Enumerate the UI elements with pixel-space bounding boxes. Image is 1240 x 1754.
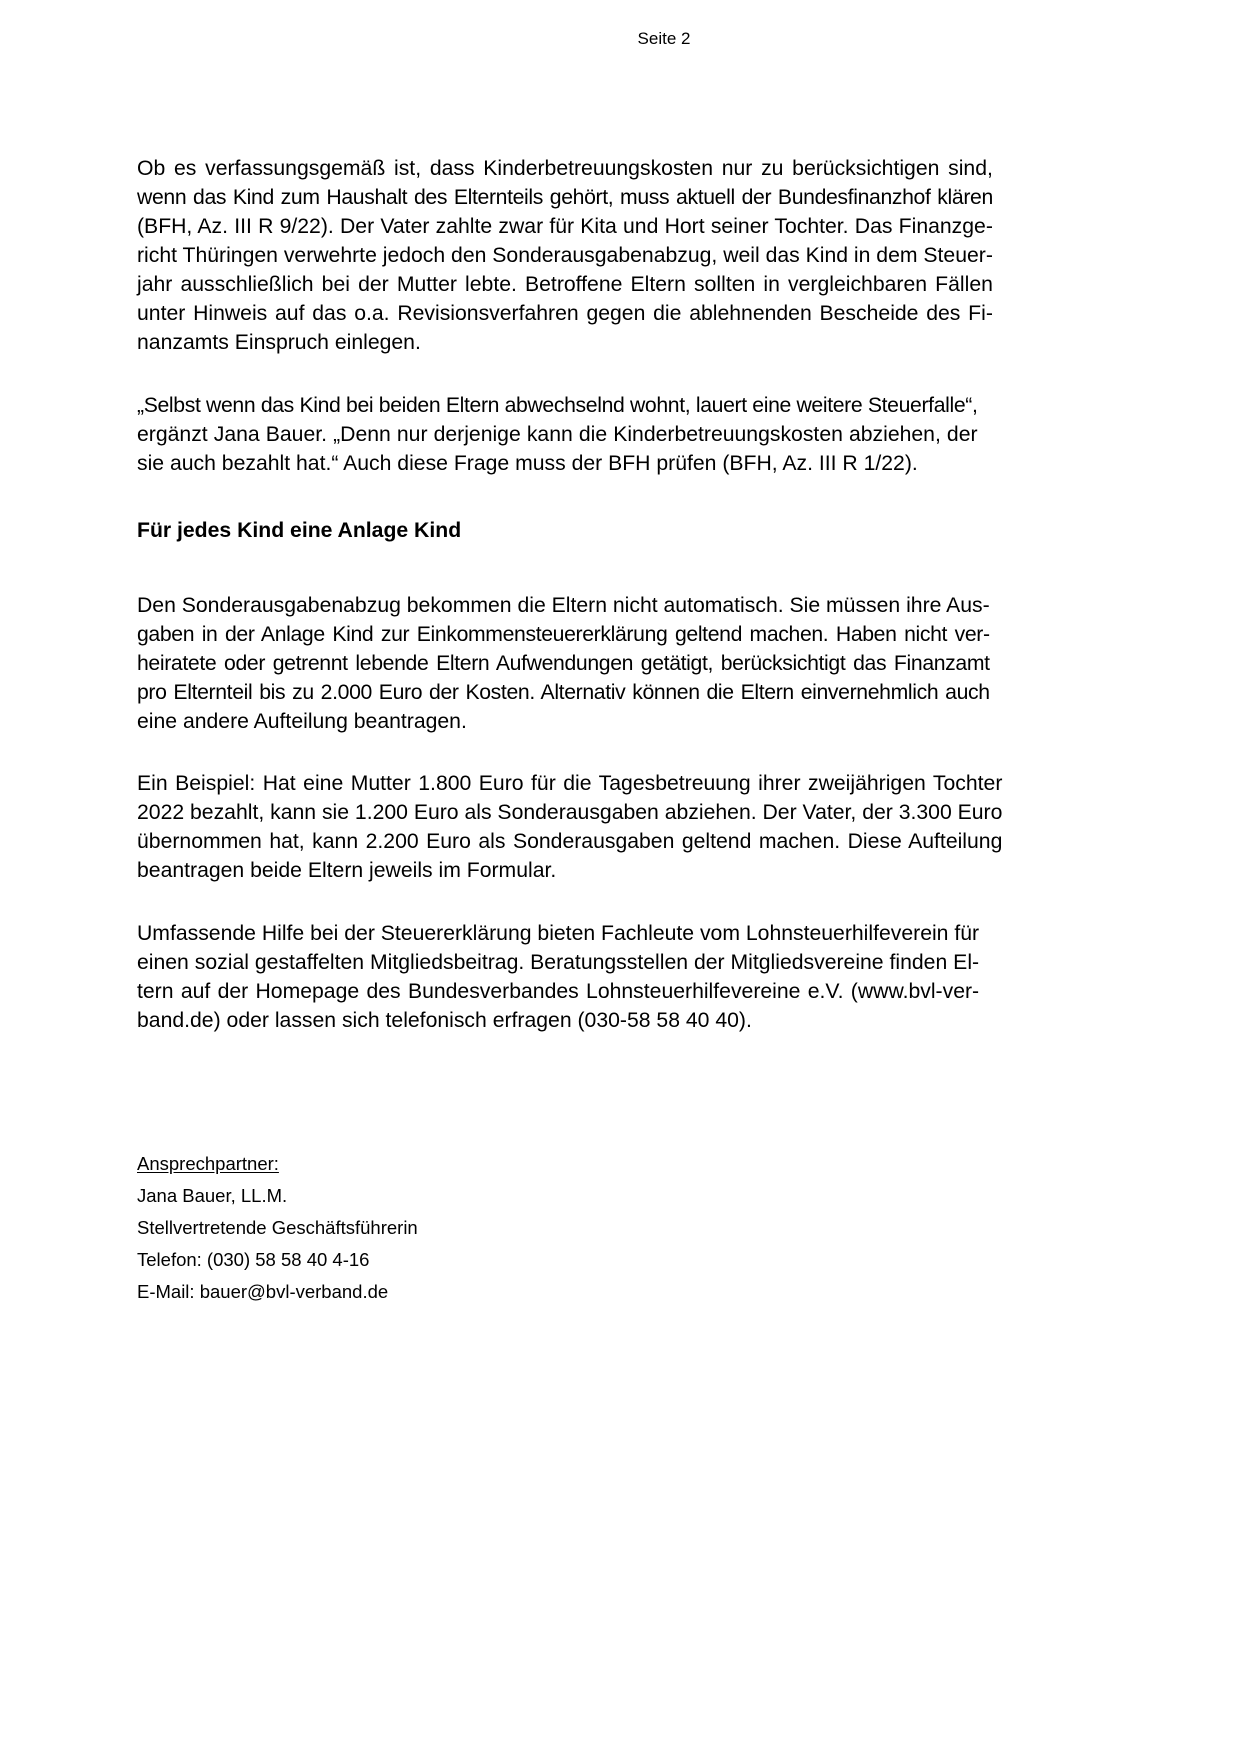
text-line: (BFH, Az. III R 9/22). Der Vater zahlte zwar für Kita und Hort seiner Tochter. Das Finanzge-	[137, 215, 993, 238]
text-line: Ein Beispiel: Hat eine Mutter 1.800 Euro für die Tagesbetreuung ihrer zweijährigen Tochter	[137, 772, 1003, 795]
text-line: gaben in der Anlage Kind zur Einkommensteuererklärung geltend machen. Haben nicht ver-	[137, 623, 990, 646]
section-heading: Für jedes Kind eine Anlage Kind	[137, 519, 462, 542]
text-line: pro Elternteil bis zu 2.000 Euro der Kosten. Alternativ können die Eltern einvernehmlich auch	[137, 681, 990, 704]
contact-phone: Telefon: (030) 58 58 40 4-16	[137, 1249, 370, 1270]
text-line: tern auf der Homepage des Bundesverbandes Lohnsteuerhilfevereine e.V. (www.bvl-ver-	[137, 980, 980, 1003]
text-line: einen sozial gestaffelten Mitgliedsbeitrag. Beratungsstellen der Mitgliedsvereine finden El-	[137, 951, 980, 974]
contact-name: Jana Bauer, LL.M.	[137, 1185, 288, 1206]
text-line: „Selbst wenn das Kind bei beiden Eltern abwechselnd wohnt, lauert eine weitere Steuerfalle“,	[137, 394, 978, 417]
page-number: Seite 2	[637, 29, 691, 48]
text-line: übernommen hat, kann 2.200 Euro als Sonderausgaben geltend machen. Diese Aufteilung	[137, 830, 1003, 853]
paragraph-constitutionality	[137, 154, 993, 357]
paragraph-help	[137, 919, 979, 1035]
text-line: richt Thüringen verwehrte jedoch den Sonderausgabenabzug, weil das Kind in dem Steuer-	[137, 244, 993, 267]
text-line: beantragen beide Eltern jeweils im Formular.	[137, 859, 557, 882]
contact-label: Ansprechpartner:	[137, 1153, 279, 1174]
text-line: heiratete oder getrennt lebende Eltern Aufwendungen getätigt, berücksichtigt das Finanzamt	[137, 652, 990, 675]
text-line: unter Hinweis auf das o.a. Revisionsverfahren gegen die ablehnenden Bescheide des Fi-	[137, 302, 993, 325]
text-line: wenn das Kind zum Haushalt des Elternteils gehört, muss aktuell der Bundesfinanzhof klären	[137, 186, 993, 209]
text-line: Umfassende Hilfe bei der Steuererklärung bieten Fachleute vom Lohnsteuerhilfeverein für	[137, 922, 980, 945]
text-line: nanzamts Einspruch einlegen.	[137, 331, 421, 354]
text-line: ergänzt Jana Bauer. „Denn nur derjenige kann die Kinderbetreuungskosten abziehen, der	[137, 423, 978, 446]
paragraph-quote	[137, 391, 978, 478]
text-line: band.de) oder lassen sich telefonisch erfragen (030-58 58 40 40).	[137, 1009, 752, 1032]
paragraph-deduction	[137, 591, 990, 736]
text-line: jahr ausschließlich bei der Mutter lebte. Betroffene Eltern sollten in vergleichbaren Fällen	[137, 273, 993, 296]
text-line: Den Sonderausgabenabzug bekommen die Eltern nicht automatisch. Sie müssen ihre Aus-	[137, 594, 990, 617]
text-line: sie auch bezahlt hat.“ Auch diese Frage muss der BFH prüfen (BFH, Az. III R 1/22).	[137, 452, 918, 475]
text-line: 2022 bezahlt, kann sie 1.200 Euro als Sonderausgaben abziehen. Der Vater, der 3.300 Euro	[137, 801, 1003, 824]
paragraph-example	[137, 769, 1002, 885]
text-line: eine andere Aufteilung beantragen.	[137, 710, 467, 733]
contact-role: Stellvertretende Geschäftsführerin	[137, 1217, 418, 1238]
contact-email: E-Mail: bauer@bvl-verband.de	[137, 1281, 389, 1302]
text-line: Ob es verfassungsgemäß ist, dass Kinderbetreuungskosten nur zu berücksichtigen sind,	[137, 157, 993, 180]
contact-block	[137, 1148, 418, 1308]
